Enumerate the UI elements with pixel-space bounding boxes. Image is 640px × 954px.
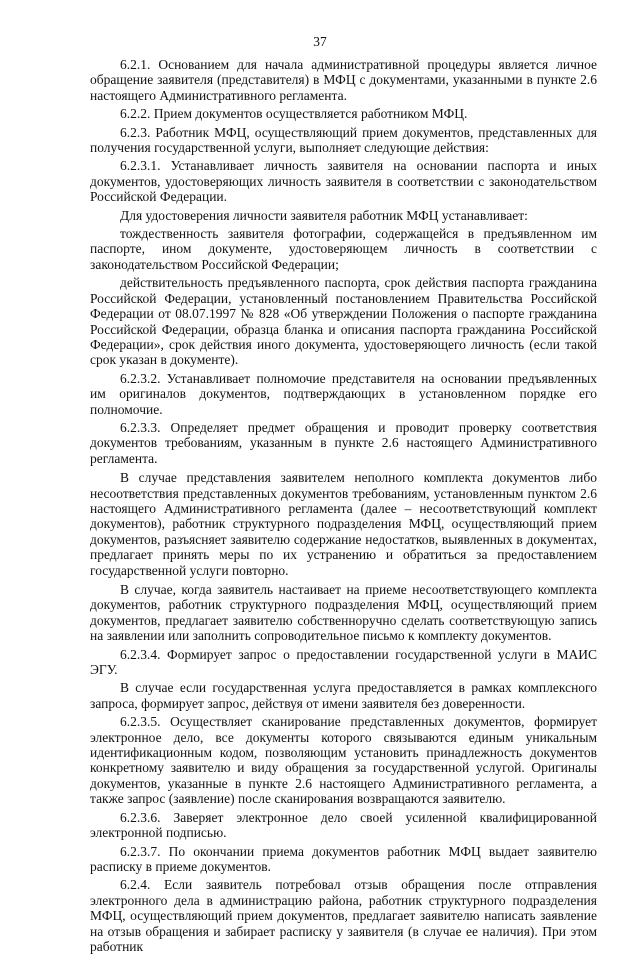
paragraph-6-2-4: 6.2.4. Если заявитель потребовал отзыв обращения после отправления электронного дела в администрацию района, работник структурного подразделения МФЦ, осуществляющий прием документов, предлагает заявителю написать заявление на отзыв обращения и забирает расписку у заявителя (в случае ее наличия). При этом работник: [90, 877, 597, 954]
paragraph-6-2-3-2: 6.2.3.2. Устанавливает полномочие представителя на основании предъявленных им оригиналов документов, подтверждающих в установленном порядке его полномочие.: [90, 370, 597, 417]
paragraph-passport-validity: действительность предъявленного паспорта, срок действия паспорта гражданина Российской Федерации, установленный постановлением Правительства Российской Федерации от 08.07.1997 № 828 «Об утверждении Положения о паспорте гражданина Российской Федерации, образца бланка и описания паспорта гражданина Российской Федерации», срок действия иного документа, удостоверяющего личность (если такой срок указан в документе).: [90, 275, 597, 368]
paragraph-6-2-3-4: 6.2.3.4. Формирует запрос о предоставлении государственной услуги в МАИС ЭГУ.: [90, 646, 597, 678]
paragraph-incomplete-documents: В случае представления заявителем неполного комплекта документов либо несоответствия представленных документов требованиям, установленным пунктом 2.6 настоящего Административного регламента (далее – несоответствующий комплект документов), работник структурного подразделения МФЦ, осуществляющий прием документов, разъясняет заявителю содержание недостатков, выявленных в документах, предлагает принять меры по их устранению и обратиться за предоставлением государственной услуги повторно.: [90, 470, 597, 578]
paragraph-6-2-3-7: 6.2.3.7. По окончании приема документов работник МФЦ выдает заявителю расписку в приеме документов.: [90, 843, 597, 874]
document-body: [90, 57, 597, 954]
paragraph-6-2-2: 6.2.2. Прием документов осуществляется работником МФЦ.: [120, 106, 468, 122]
paragraph-6-2-1: 6.2.1. Основанием для начала административной процедуры является личное обращение заявителя (представителя) в МФЦ с документами, указанными в пункте 2.6 настоящего Административного регламента.: [90, 57, 597, 103]
paragraph-6-2-3-1: 6.2.3.1. Устанавливает личность заявителя на основании паспорта и иных документов, удостоверяющих личность заявителя в соответствии с законодательством Российской Федерации.: [90, 158, 597, 205]
paragraph-6-2-3-3: 6.2.3.3. Определяет предмет обращения и проводит проверку соответствия документов требованиям, указанным в пункте 2.6 настоящего Административного регламента.: [90, 419, 597, 466]
paragraph-6-2-3-6: 6.2.3.6. Заверяет электронное дело своей усиленной квалифицированной электронной подписью.: [90, 809, 597, 841]
paragraph-6-2-3: 6.2.3. Работник МФЦ, осуществляющий прием документов, представленных для получения государственной услуги, выполняет следующие действия:: [90, 124, 597, 156]
paragraph-identity-check-intro: Для удостоверения личности заявителя работник МФЦ устанавливает:: [120, 207, 528, 223]
paragraph-applicant-insists: В случае, когда заявитель настаивает на приеме несоответствующего комплекта документов, работник структурного подразделения МФЦ, осуществляющий прием документов, предлагает заявителю собственноручно сделать соответствующую запись на заявлении или заполнить сопроводительное письмо к комплекту документов.: [90, 582, 597, 644]
paragraph-6-2-3-5: 6.2.3.5. Осуществляет сканирование представленных документов, формирует электронное дело, все документы которого связываются единым уникальным идентификационным кодом, позволяющим установить принадлежность документов конкретному заявителю и виду обращения за государственной услугой. Оригиналы документов, указанные в пункте 2.6 настоящего Административного регламента, а также запрос (заявление) после сканирования возвращаются заявителю.: [90, 714, 597, 807]
paragraph-complex-request: В случае если государственная услуга предоставляется в рамках комплексного запроса, формирует запрос, действуя от имени заявителя без доверенности.: [90, 680, 597, 711]
paragraph-identity-photo: тождественность заявителя фотографии, содержащейся в предъявленном им паспорте, ином документе, удостоверяющем личность в соответствии с законодательством Российской Федерации;: [90, 226, 597, 272]
page-number: 37: [313, 34, 327, 49]
